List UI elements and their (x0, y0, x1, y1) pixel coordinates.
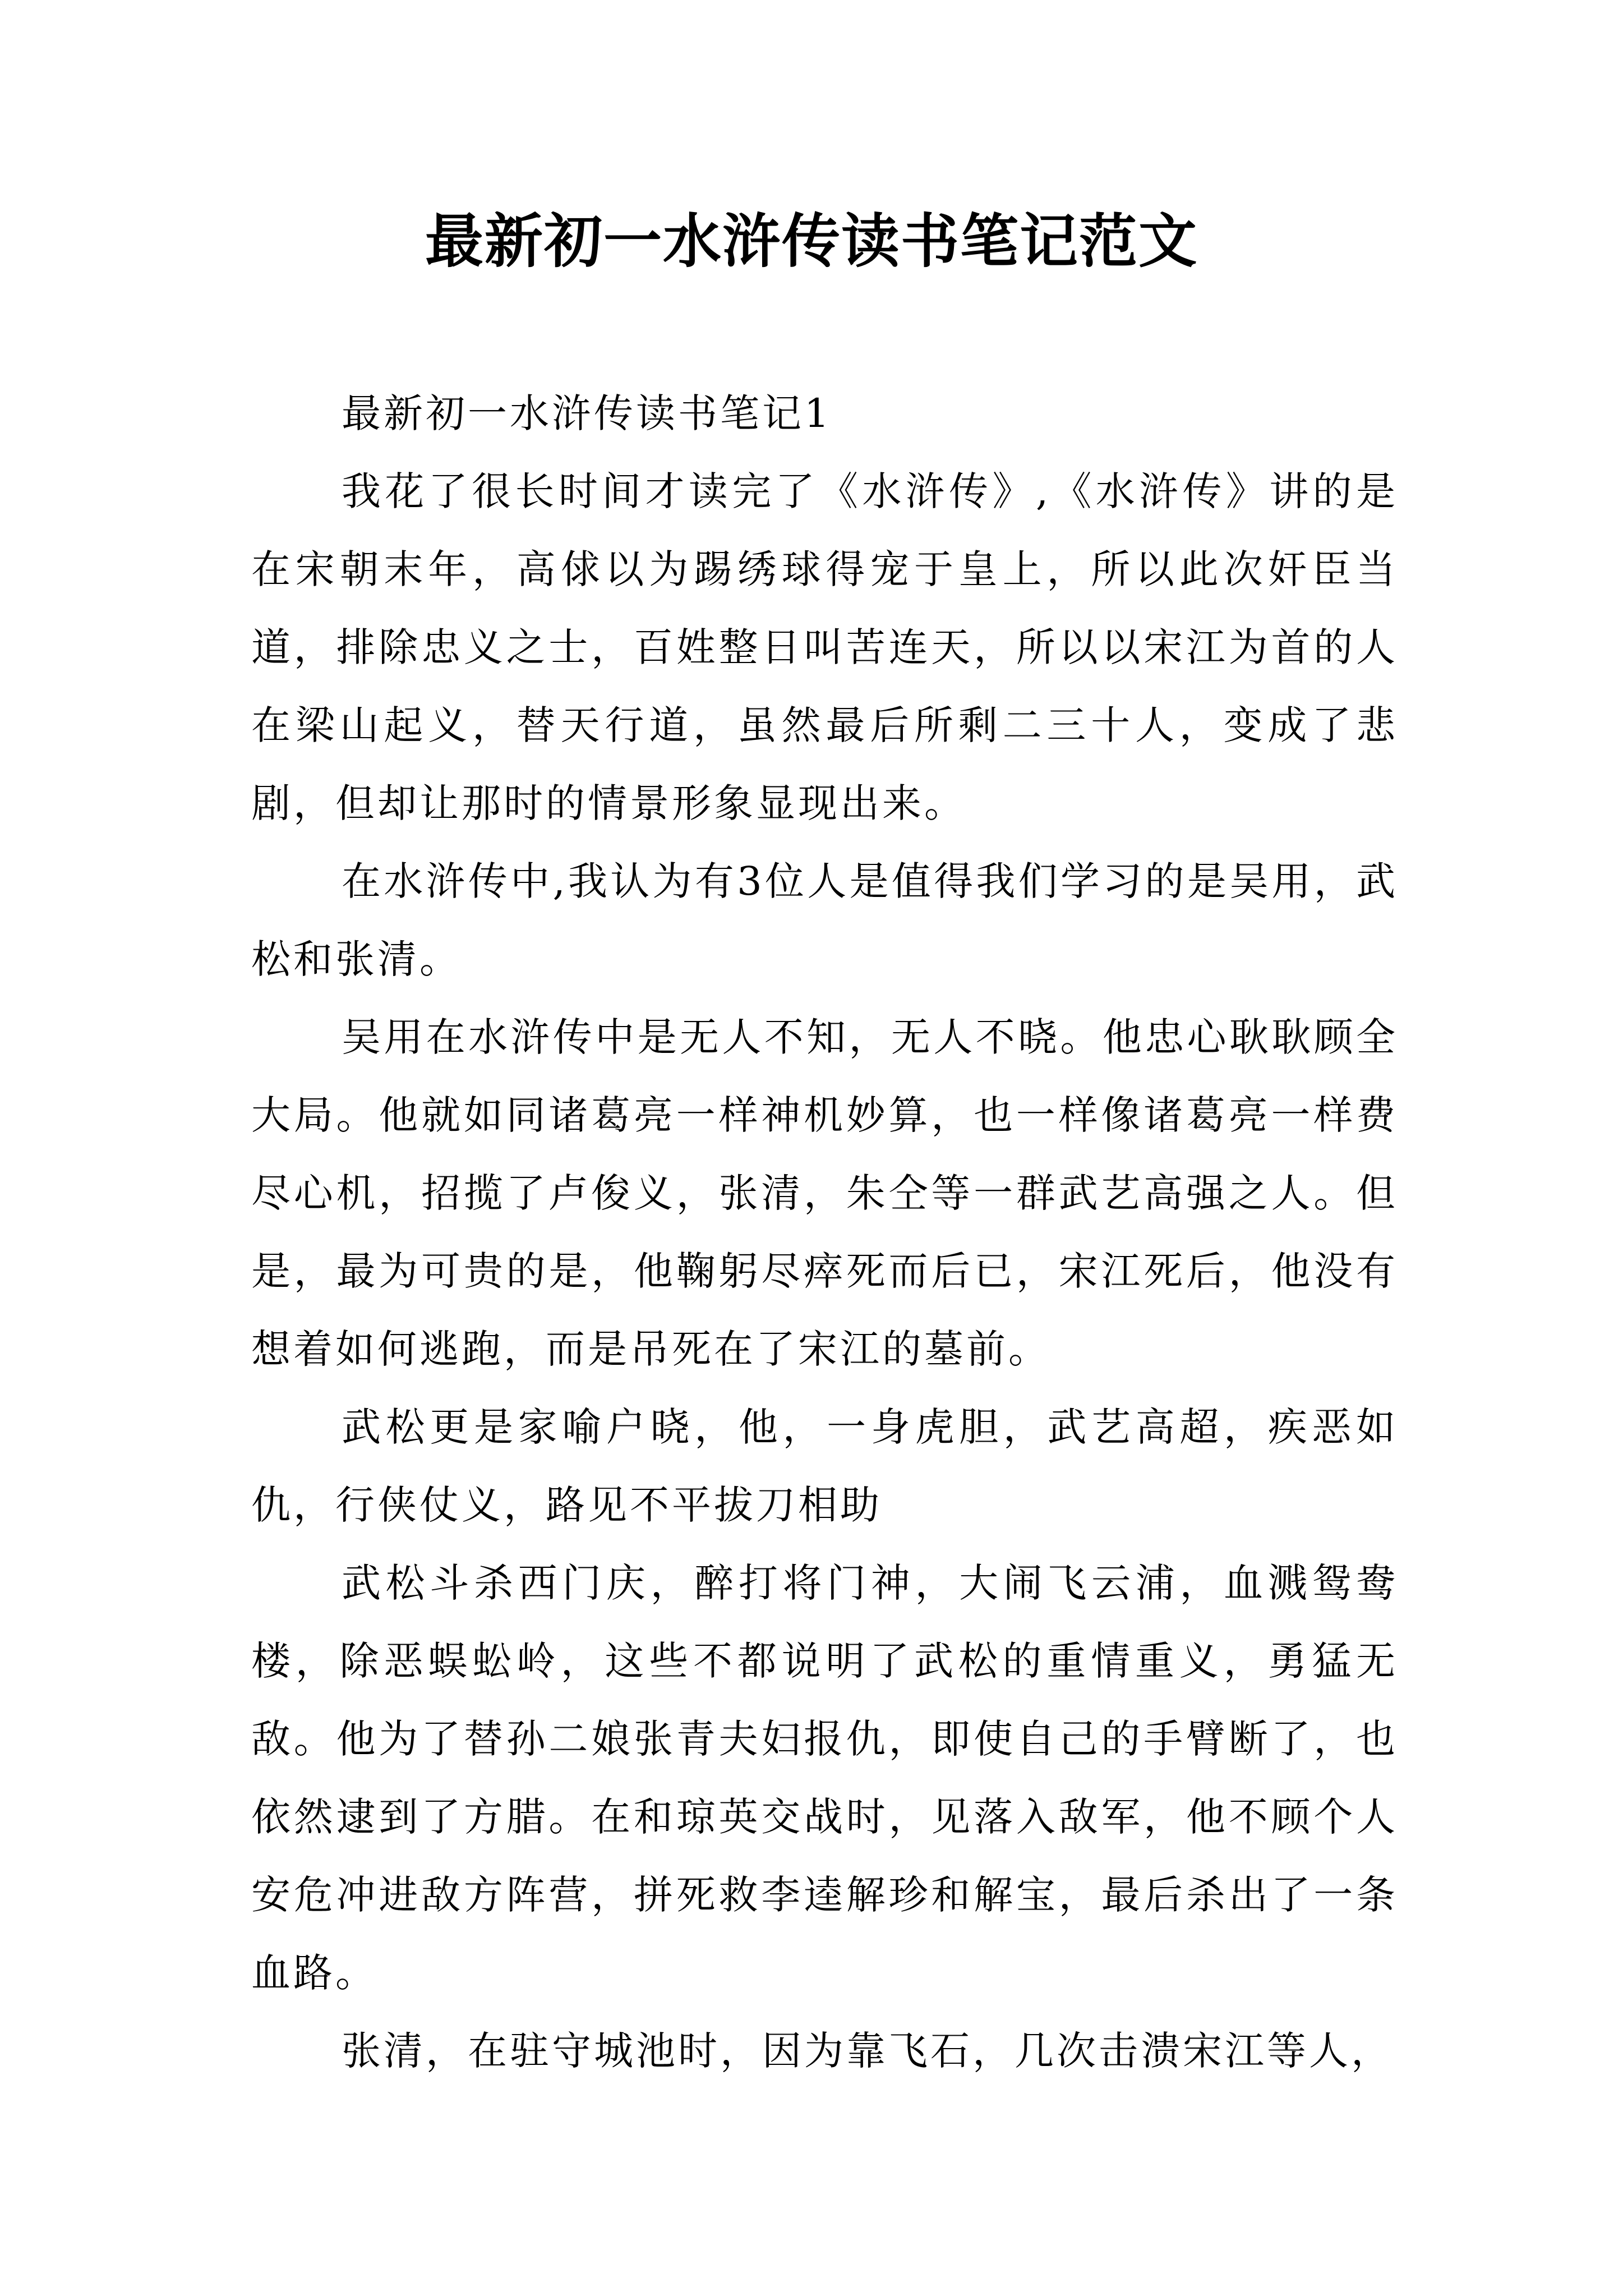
section-heading: 最新初一水浒传读书笔记1 (342, 390, 832, 436)
paragraph: 武松斗杀西门庆，醉打将门神，大闹飞云浦，血溅鸳鸯楼，除恶蜈蚣岭，这些不都说明了武松的重情重义，勇猛无敌。他为了替孙二娘张青夫妇报仇，即使自己的手臂断了，也依然逮到了方腊。在和琼英交战时，见落入敌军，他不顾个人安危冲进敌方阵营，拼死救李逵解珍和解宝，最后杀出了一条血路。 (251, 1560, 1398, 1996)
paragraph: 张清，在驻守城池时，因为靠飞石，几次击溃宋江等人， (342, 2028, 1393, 2074)
page-title: 最新初一水浒传读书笔记范文 (425, 206, 1198, 275)
paragraph: 在水浒传中,我认为有3位人是值得我们学习的是吴用，武松和张清。 (251, 858, 1398, 982)
document-body (251, 375, 1398, 2090)
paragraph: 武松更是家喻户晓，他，一身虎胆，武艺高超，疾恶如仇，行侠仗义，路见不平拔刀相助 (251, 1404, 1398, 1528)
paragraph: 吴用在水浒传中是无人不知，无人不晓。他忠心耿耿顾全大局。他就如同诸葛亮一样神机妙算，也一样像诸葛亮一样费尽心机，招揽了卢俊义，张清，朱仝等一群武艺高强之人。但是，最为可贵的是，他鞠躬尽瘁死而后已，宋江死后，他没有想着如何逃跑，而是吊死在了宋江的墓前。 (251, 1014, 1398, 1372)
paragraph: 我花了很长时间才读完了《水浒传》,《水浒传》讲的是在宋朝末年，高俅以为踢绣球得宠于皇上，所以此次奸臣当道，排除忠义之士，百姓整日叫苦连天，所以以宋江为首的人在梁山起义，替天行道，虽然最后所剩二三十人，变成了悲剧，但却让那时的情景形象显现出来。 (251, 468, 1398, 826)
